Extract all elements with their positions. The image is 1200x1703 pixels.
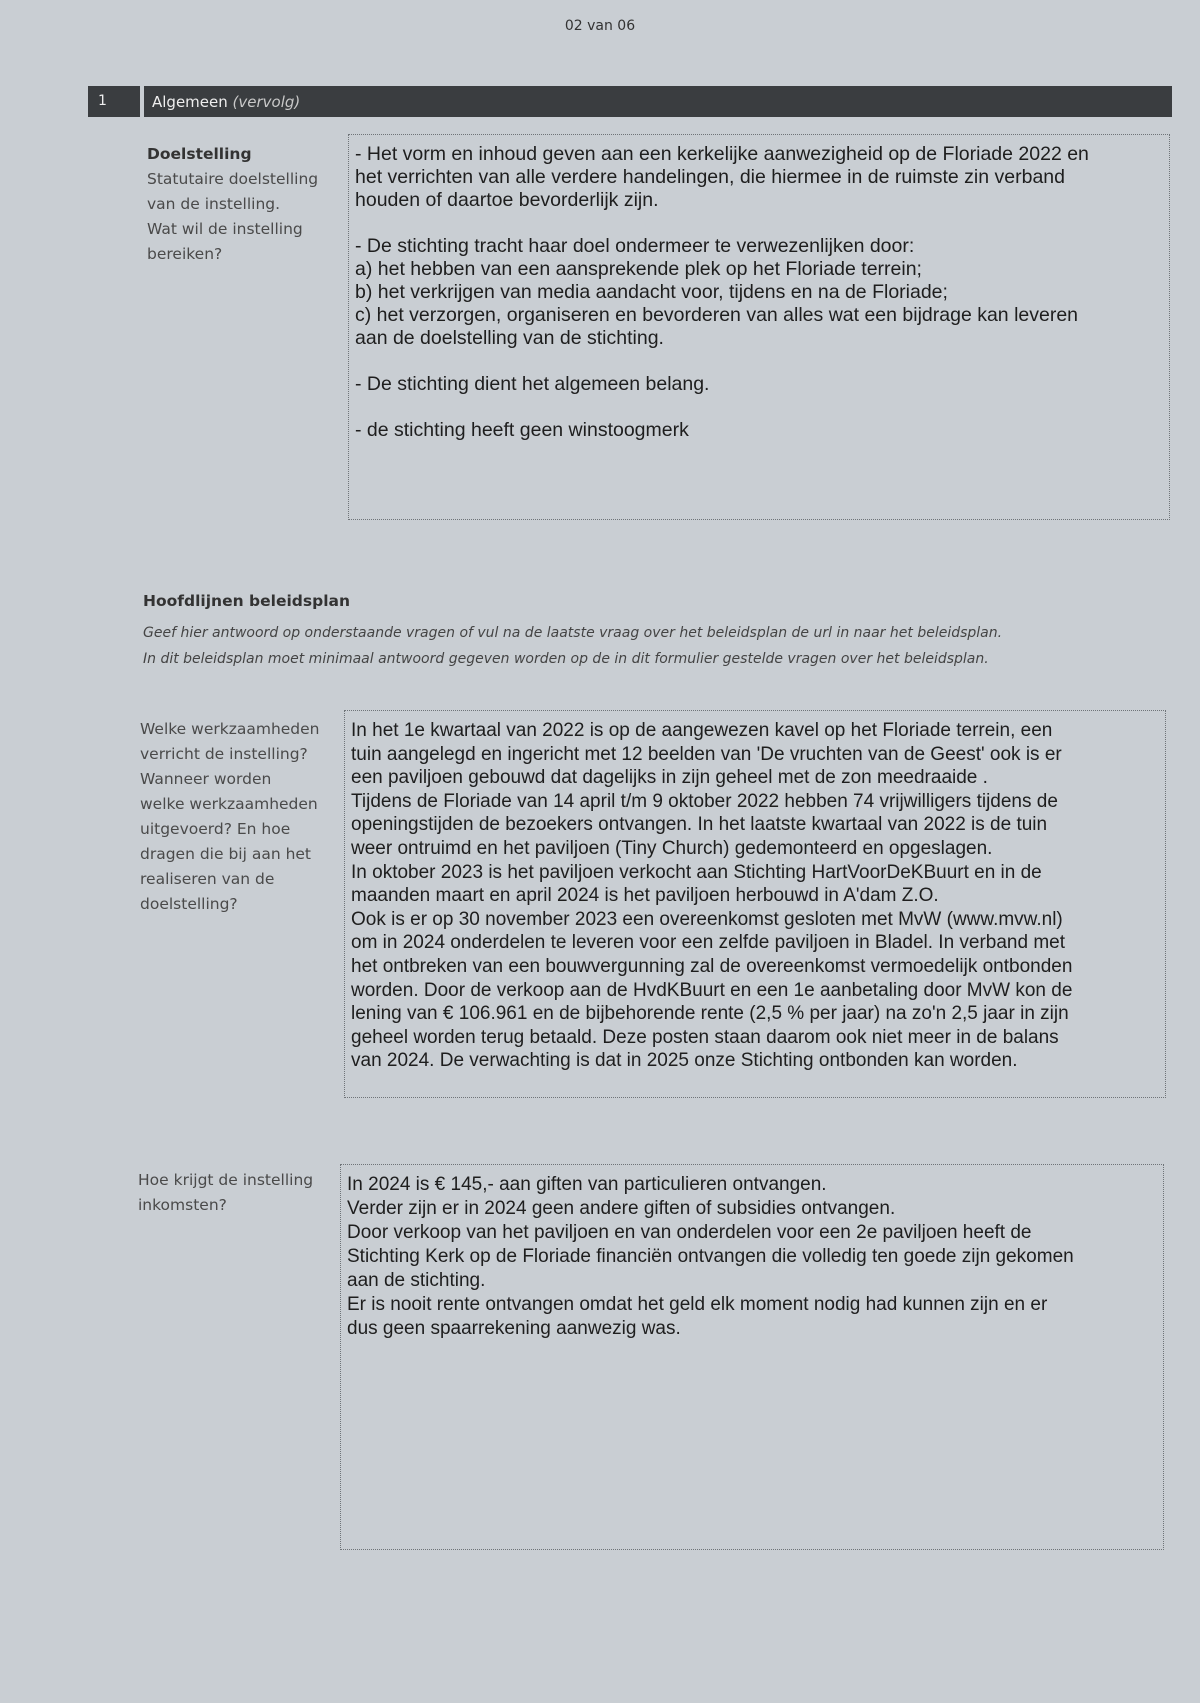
answer-line: Door verkoop van het paviljoen en van onderdelen voor een 2e paviljoen heeft de: [347, 1222, 1032, 1243]
answer-line: aan de stichting.: [347, 1270, 486, 1291]
werkzaamheden-label-line: uitgevoerd? En hoe: [140, 820, 291, 838]
doelstelling-paragraph: [355, 373, 1161, 396]
answer-line: c) het verzorgen, organiseren en bevorderen van alles wat een bijdrage kan leveren: [355, 304, 1079, 326]
answer-line: - De stichting tracht haar doel ondermeer te verwezenlijken door:: [355, 235, 915, 257]
answer-line: - Het vorm en inhoud geven aan een kerkelijke aanwezigheid op de Floriade 2022 en: [355, 143, 1089, 165]
answer-line: aan de doelstelling van de stichting.: [355, 327, 664, 349]
beleidsplan-intro-line: In dit beleidsplan moet minimaal antwoord gegeven worden op de in dit formulier gestelde vragen over het beleidsplan.: [143, 651, 989, 667]
answer-line: Verder zijn er in 2024 geen andere giften of subsidies ontvangen.: [347, 1198, 896, 1219]
doelstelling-paragraph: [355, 419, 1161, 442]
answer-line: In het 1e kwartaal van 2022 is op de aangewezen kavel op het Floriade terrein, een: [351, 720, 1053, 741]
section-header-bar: [88, 86, 1172, 117]
answer-line: om in 2024 onderdelen te leveren voor een zelfde paviljoen in Bladel. In verband met: [351, 932, 1066, 954]
doelstelling-paragraph: [355, 235, 1161, 350]
beleidsplan-intro-line: Geef hier antwoord op onderstaande vragen of vul na de laatste vraag over het beleidsplan de url in naar het beleidsplan.: [143, 625, 1003, 641]
section-number: 1: [88, 86, 140, 117]
werkzaamheden-label-line: Wanneer worden: [140, 770, 272, 788]
werkzaamheden-label: [140, 717, 320, 917]
doelstelling-label-line: bereiken?: [147, 245, 223, 263]
doelstelling-answer-box[interactable]: [348, 134, 1170, 520]
answer-line: Tijdens de Floriade van 14 april t/m 9 oktober 2022 hebben 74 vrijwilligers tijdens de: [351, 790, 1058, 812]
doelstelling-paragraph: [355, 143, 1161, 212]
answer-line: In oktober 2023 is het paviljoen verkocht aan Stichting HartVoorDeKBuurt en in de: [351, 861, 1042, 883]
inkomsten-label: [138, 1168, 313, 1218]
doelstelling-label: [147, 142, 318, 267]
werkzaamheden-label-line: verricht de instelling?: [140, 745, 308, 763]
answer-line: worden. Door de verkoop aan de HvdKBuurt en een 1e aanbetaling door MvW kon de: [351, 979, 1073, 1001]
answer-line: lening van € 106.961 en de bijbehorende rente (2,5 % per jaar) na zo'n 2,5 jaar in zijn: [351, 1003, 1069, 1025]
beleidsplan-heading: Hoofdlijnen beleidsplan: [143, 592, 350, 610]
answer-line: In 2024 is € 145,- aan giften van particulieren ontvangen.: [347, 1174, 827, 1195]
werkzaamheden-answer-box[interactable]: [344, 710, 1166, 1098]
werkzaamheden-label-line: Welke werkzaamheden: [140, 720, 320, 738]
answer-line: - De stichting dient het algemeen belang.: [355, 373, 710, 395]
answer-line: weer ontruimd en het paviljoen (Tiny Church) gedemonteerd en opgeslagen.: [351, 837, 993, 859]
answer-line: - de stichting heeft geen winstoogmerk: [355, 419, 689, 441]
doelstelling-label-line: Statutaire doelstelling: [147, 170, 319, 188]
answer-line: Stichting Kerk op de Floriade financiën ontvangen die volledig ten goede zijn gekomen: [347, 1246, 1074, 1267]
answer-line: Er is nooit rente ontvangen omdat het geld elk moment nodig had kunnen zijn en er: [347, 1294, 1048, 1315]
section-title: [144, 86, 1172, 117]
answer-line: maanden maart en april 2024 is het paviljoen herbouwd in A'dam Z.O.: [351, 885, 939, 907]
answer-line: tuin aangelegd en ingericht met 12 beelden van 'De vruchten van de Geest' ook is er: [351, 743, 1062, 765]
answer-line: geheel worden terug betaald. Deze posten staan daarom ook niet meer in de balans: [351, 1026, 1059, 1048]
answer-line: een paviljoen gebouwd dat dagelijks in zijn geheel met de zon meedraaide .: [351, 767, 988, 789]
section-title-text: Algemeen: [152, 93, 228, 111]
beleidsplan-intro: [143, 620, 1002, 672]
answer-line: het verrichten van alle verdere handelingen, die hiermee in de ruimste zin verband: [355, 166, 1065, 188]
werkzaamheden-label-line: welke werkzaamheden: [140, 795, 318, 813]
doelstelling-label-line: Wat wil de instelling: [147, 220, 303, 238]
answer-line: b) het verkrijgen van media aandacht voor, tijdens en na de Floriade;: [355, 281, 948, 303]
answer-line: houden of daartoe bevorderlijk zijn.: [355, 189, 659, 211]
answer-line: van 2024. De verwachting is dat in 2025 onze Stichting ontbonden kan worden.: [351, 1050, 1018, 1072]
answer-line: a) het hebben van een aansprekende plek op het Floriade terrein;: [355, 258, 922, 280]
inkomsten-answer-box[interactable]: [340, 1164, 1164, 1550]
doelstelling-title: Doelstelling: [147, 145, 252, 163]
werkzaamheden-label-line: doelstelling?: [140, 895, 238, 913]
doelstelling-label-line: van de instelling.: [147, 195, 281, 213]
werkzaamheden-label-line: dragen die bij aan het: [140, 845, 312, 863]
answer-line: het ontbreken van een bouwvergunning zal de overeenkomst vermoedelijk ontbonden: [351, 955, 1073, 977]
answer-line: dus geen spaarrekening aanwezig was.: [347, 1318, 681, 1339]
section-subtitle: (vervolg): [232, 93, 301, 111]
page-number: 02 van 06: [564, 18, 636, 34]
werkzaamheden-label-line: realiseren van de: [140, 870, 275, 888]
answer-line: openingstijden de bezoekers ontvangen. In het laatste kwartaal van 2022 is de tuin: [351, 814, 1048, 836]
answer-line: Ook is er op 30 november 2023 een overeenkomst gesloten met MvW (www.mvw.nl): [351, 908, 1063, 930]
inkomsten-label-line: inkomsten?: [138, 1196, 227, 1214]
inkomsten-label-line: Hoe krijgt de instelling: [138, 1171, 314, 1189]
